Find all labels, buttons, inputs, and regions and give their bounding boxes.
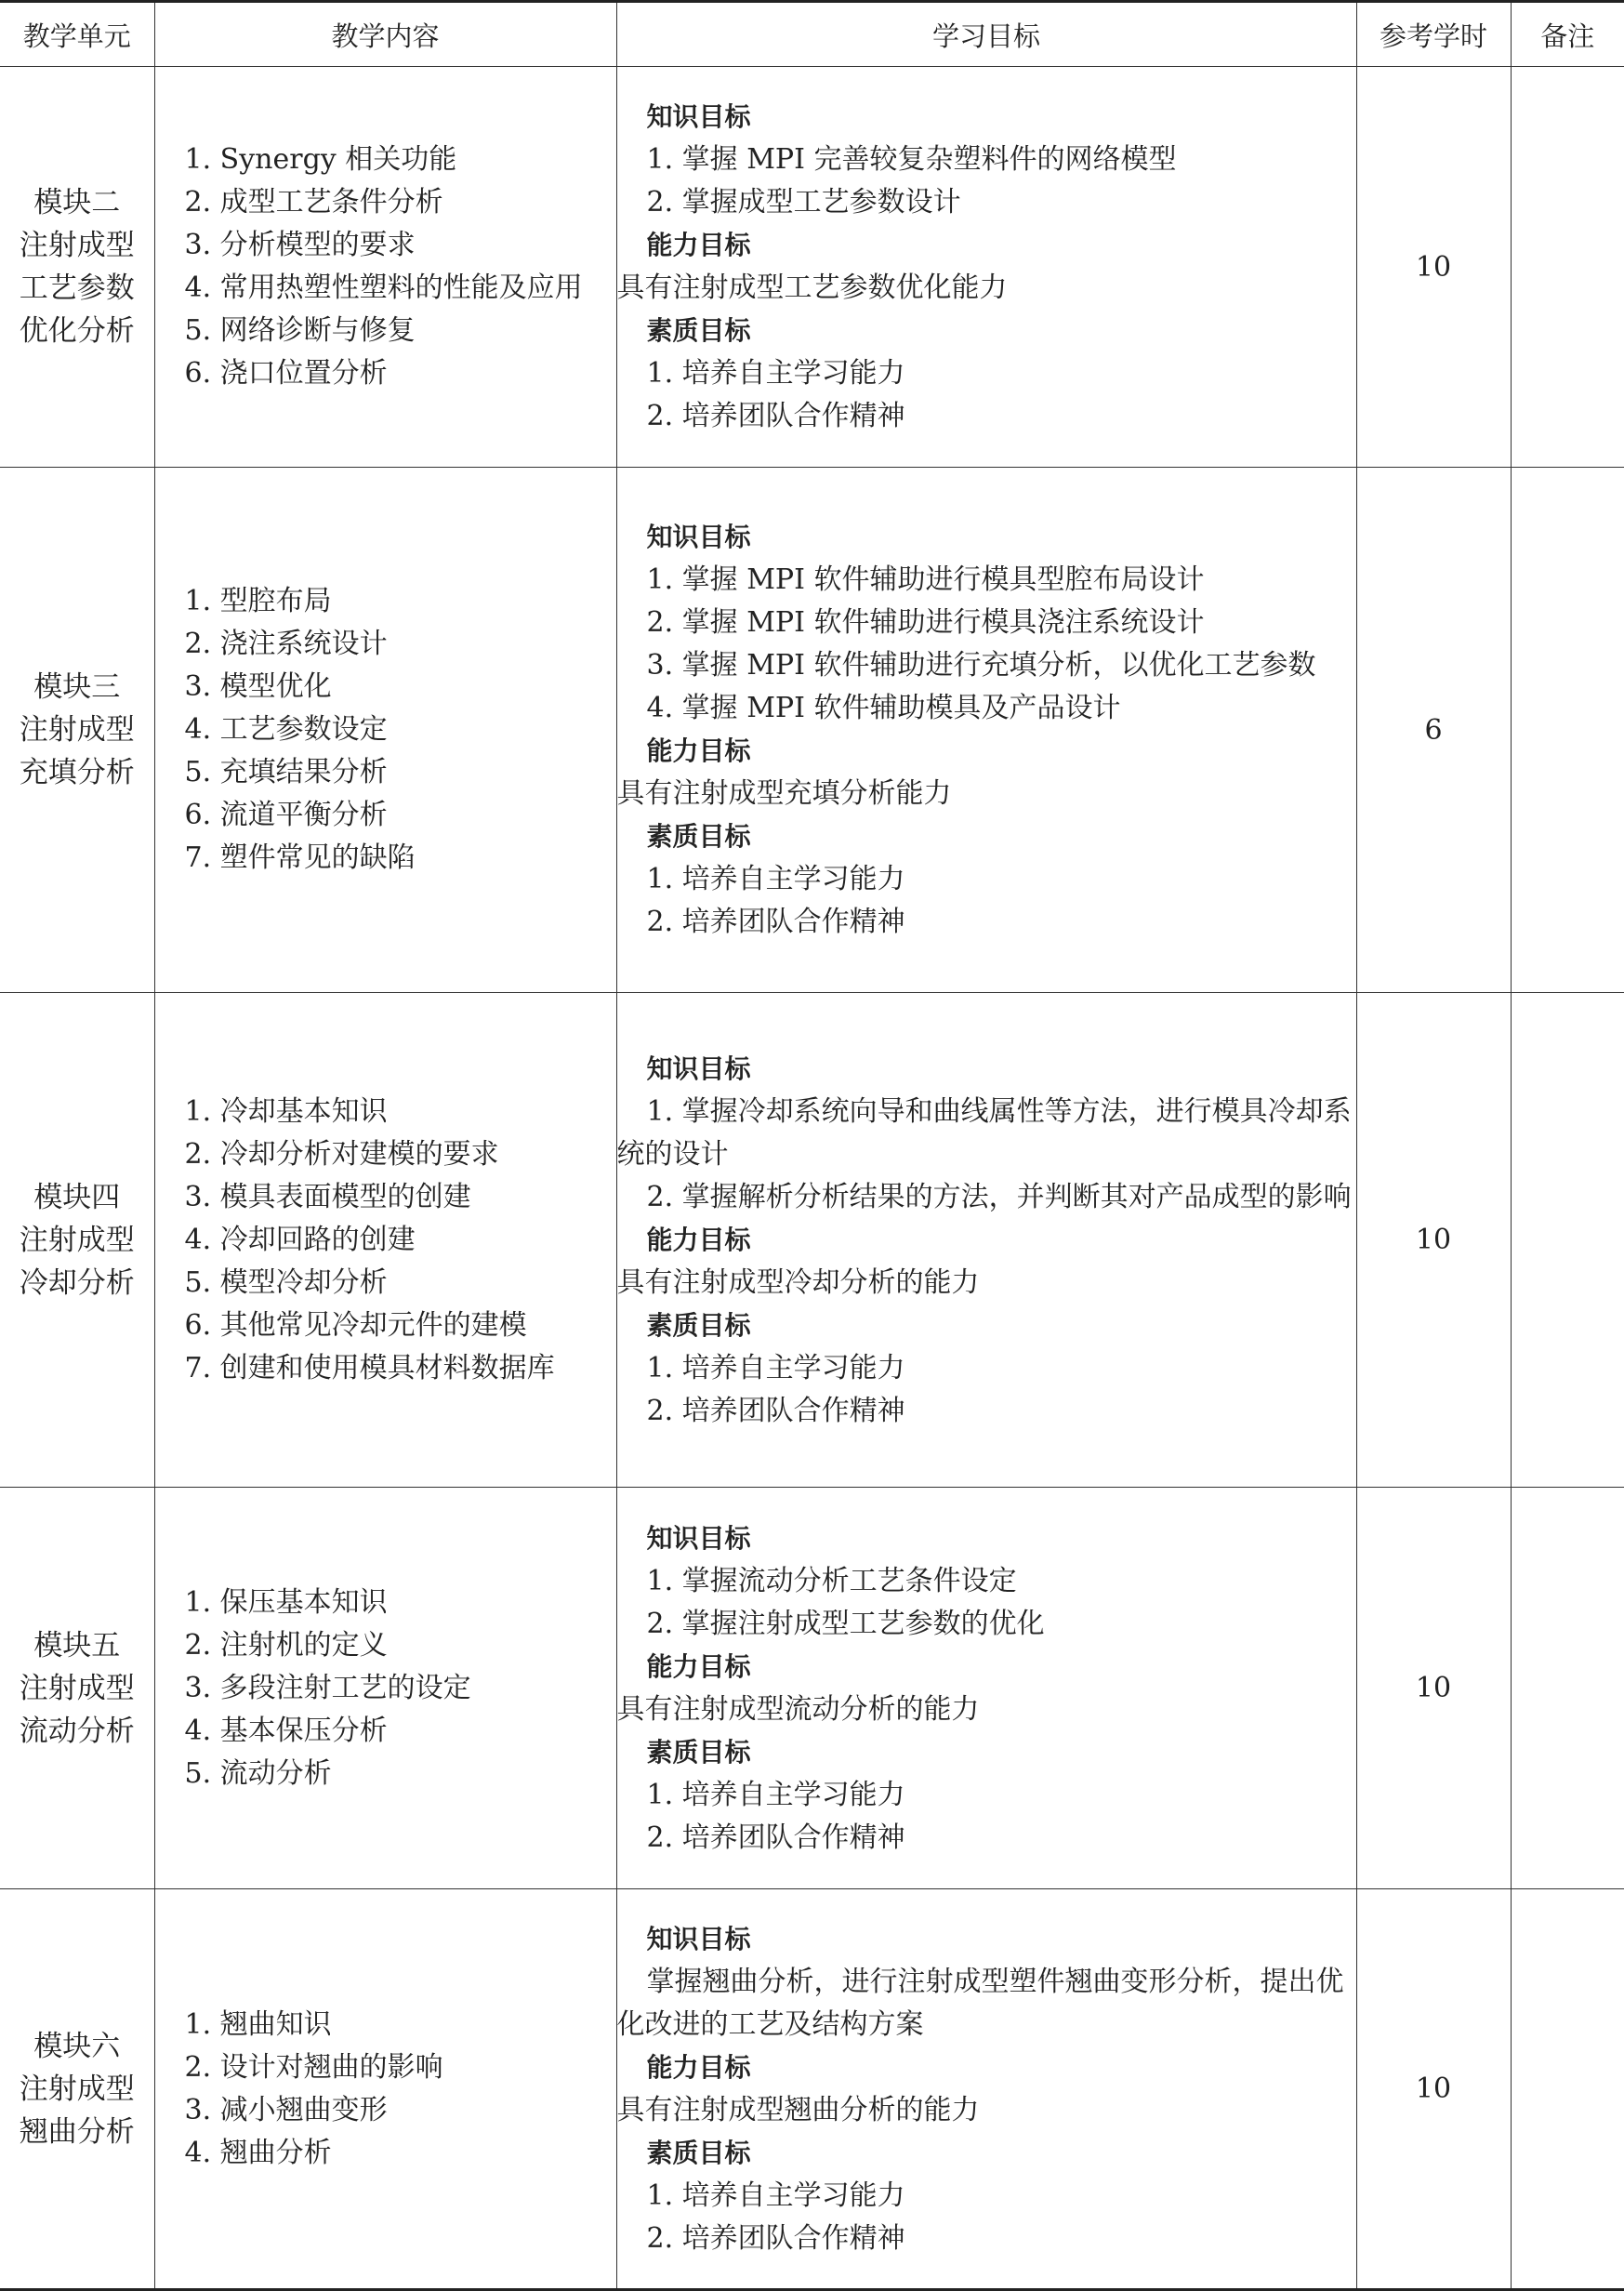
content-list [155,2004,616,2175]
knowledge-goal-title: 知识目标 [646,1522,751,1554]
content-item: 3. 减小翘曲变形 [184,2093,388,2126]
quality-goal-title: 素质目标 [646,1309,751,1341]
notes-cell [1511,993,1624,1488]
table-body [0,67,1624,2290]
unit-name-line: 注射成型 [19,713,135,747]
content-item: 5. 模型冷却分析 [184,1265,388,1299]
knowledge-goal-title: 知识目标 [646,522,751,552]
quality-goal-item: 2. 培养团队合作精神 [646,1821,905,1854]
quality-goal-item: 1. 培养自主学习能力 [646,863,905,895]
header-hours: 参考学时 [1356,2,1511,67]
knowledge-goal-item: 2. 掌握 MPI 软件辅助进行模具浇注系统设计 [646,606,1205,639]
unit-cell [0,67,154,468]
content-item: 2. 注射机的定义 [184,1628,388,1662]
content-item: 2. 设计对翘曲的影响 [184,2050,443,2084]
ability-goal-title: 能力目标 [646,1650,751,1682]
content-list [155,1091,616,1390]
knowledge-goal-item: 1. 掌握冷却系统向导和曲线属性等方法，进行模具冷却系统的设计 [616,1094,1352,1171]
header-content: 教学内容 [154,2,616,67]
ability-goal-text: 具有注射成型工艺参数优化能力 [616,271,1008,304]
header-unit: 教学单元 [0,2,154,67]
content-item: 1. 冷却基本知识 [184,1094,388,1128]
content-item: 4. 翘曲分析 [184,2136,332,2169]
unit-name-line: 注射成型 [19,1671,135,1705]
notes-cell [1511,1488,1624,1889]
content-item: 4. 常用热塑性塑料的性能及应用 [184,271,583,304]
ability-goal-text: 具有注射成型流动分析的能力 [616,1692,980,1726]
quality-goal-item: 1. 培养自主学习能力 [646,357,905,390]
header-row [0,2,1624,67]
goals-cell [616,993,1356,1488]
knowledge-goal-title: 知识目标 [646,1053,751,1084]
quality-goal-item: 2. 培养团队合作精神 [646,400,905,432]
quality-goal-title: 素质目标 [646,1736,751,1768]
ability-goal-title: 能力目标 [646,735,751,766]
ability-goal-title: 能力目标 [646,1224,751,1255]
knowledge-goal-list [617,1091,1356,1219]
unit-cell [0,468,154,993]
unit-name-line: 模块四 [33,1180,121,1214]
content-list [155,1582,616,1795]
content-list [155,580,616,880]
knowledge-goal-item: 1. 掌握 MPI 完善较复杂塑料件的网络模型 [646,143,1177,176]
quality-goal-list [617,352,1356,438]
notes-cell [1511,1889,1624,2290]
hours-cell: 10 [1356,67,1511,468]
quality-goal-item: 2. 培养团队合作精神 [646,1394,905,1427]
content-item: 6. 流道平衡分析 [184,799,388,831]
knowledge-goal-list [617,1560,1356,1646]
table-row [0,67,1624,468]
quality-goal-list [617,858,1356,944]
unit-name-line: 模块五 [33,1628,121,1662]
goals-cell [616,468,1356,993]
quality-goal-title: 素质目标 [646,821,751,852]
knowledge-goal-item: 2. 掌握注射成型工艺参数的优化 [646,1607,1045,1640]
unit-name-line: 注射成型 [19,1223,135,1257]
knowledge-goal-list [617,559,1356,730]
unit-name-line: 模块二 [33,186,121,219]
knowledge-goal-item: 4. 掌握 MPI 软件辅助模具及产品设计 [646,692,1121,724]
content-item: 3. 多段注射工艺的设定 [184,1671,471,1704]
content-list [155,139,616,395]
quality-goal-title: 素质目标 [646,315,751,346]
content-item: 3. 模型优化 [184,670,332,703]
quality-goal-list [617,1347,1356,1433]
knowledge-goal-item: 1. 掌握 MPI 软件辅助进行模具型腔布局设计 [646,563,1205,596]
header-notes: 备注 [1511,2,1624,67]
table-row [0,993,1624,1488]
content-item: 7. 创建和使用模具材料数据库 [184,1351,555,1384]
content-item: 5. 充填结果分析 [184,756,388,788]
unit-name-line: 工艺参数 [19,271,135,305]
quality-goal-item: 1. 培养自主学习能力 [646,1778,905,1811]
unit-name-line: 冷却分析 [19,1265,135,1300]
ability-goal-text: 具有注射成型翘曲分析的能力 [616,2093,980,2126]
ability-goal-text: 具有注射成型冷却分析的能力 [616,1265,980,1299]
table-row [0,468,1624,993]
unit-name-line: 模块六 [33,2029,121,2063]
ability-goal-title: 能力目标 [646,230,751,260]
unit-cell [0,1889,154,2290]
unit-name-line: 优化分析 [19,314,135,348]
content-item: 1. Synergy 相关功能 [184,143,457,176]
unit-cell [0,1488,154,1889]
hours-cell: 6 [1356,468,1511,993]
unit-name-line: 流动分析 [19,1714,135,1748]
table-row [0,1488,1624,1889]
notes-cell [1511,468,1624,993]
content-item: 7. 塑件常见的缺陷 [184,841,416,874]
knowledge-goal-item: 3. 掌握 MPI 软件辅助进行充填分析，以优化工艺参数 [646,649,1316,682]
content-item: 4. 冷却回路的创建 [184,1223,416,1256]
content-item: 4. 工艺参数设定 [184,713,388,746]
content-item: 5. 流动分析 [184,1756,332,1790]
quality-goal-item: 2. 培养团队合作精神 [646,2221,905,2255]
table-row [0,1889,1624,2290]
knowledge-goal-item: 掌握翘曲分析，进行注射成型塑件翘曲变形分析，提出优化改进的工艺及结构方案 [616,1965,1344,2041]
ability-goal-title: 能力目标 [646,2051,751,2083]
unit-name-line: 注射成型 [19,2072,135,2106]
goals-cell [616,1488,1356,1889]
content-cell [154,1488,616,1889]
notes-cell [1511,67,1624,468]
content-item: 2. 成型工艺条件分析 [184,186,443,219]
content-item: 6. 浇口位置分析 [184,357,388,390]
unit-cell [0,993,154,1488]
hours-cell: 10 [1356,993,1511,1488]
content-item: 4. 基本保压分析 [184,1714,388,1747]
content-cell [154,993,616,1488]
knowledge-goal-item: 1. 掌握流动分析工艺条件设定 [646,1564,1017,1597]
unit-name-line: 模块三 [33,670,121,704]
knowledge-goal-title: 知识目标 [646,1923,751,1954]
content-cell [154,1889,616,2290]
quality-goal-item: 1. 培养自主学习能力 [646,1351,905,1384]
content-item: 1. 保压基本知识 [184,1585,388,1619]
ability-goal-text: 具有注射成型充填分析能力 [616,777,952,810]
quality-goal-title: 素质目标 [646,2137,751,2168]
quality-goal-item: 2. 培养团队合作精神 [646,906,905,938]
content-item: 2. 冷却分析对建模的要求 [184,1137,499,1171]
content-cell [154,468,616,993]
content-item: 1. 型腔布局 [184,585,332,617]
content-item: 6. 其他常见冷却元件的建模 [184,1308,527,1342]
hours-cell: 10 [1356,1889,1511,2290]
knowledge-goal-item: 2. 掌握成型工艺参数设计 [646,186,961,219]
unit-name-line: 充填分析 [19,756,135,789]
hours-cell: 10 [1356,1488,1511,1889]
content-item: 2. 浇注系统设计 [184,628,388,660]
header-goals: 学习目标 [616,2,1356,67]
unit-name-line: 翘曲分析 [19,2114,135,2149]
content-item: 5. 网络诊断与修复 [184,314,416,347]
content-cell [154,67,616,468]
content-item: 3. 模具表面模型的创建 [184,1180,471,1213]
knowledge-goal-item: 2. 掌握解析分析结果的方法，并判断其对产品成型的影响 [646,1180,1352,1213]
knowledge-goal-list [617,1961,1356,2046]
quality-goal-list [617,2175,1356,2260]
unit-name-line: 注射成型 [19,229,135,262]
quality-goal-item: 1. 培养自主学习能力 [646,2178,905,2212]
knowledge-goal-list [617,139,1356,224]
quality-goal-list [617,1774,1356,1860]
goals-cell [616,1889,1356,2290]
content-item: 1. 翘曲知识 [184,2007,332,2041]
content-item: 3. 分析模型的要求 [184,229,416,261]
knowledge-goal-title: 知识目标 [646,101,751,132]
goals-cell [616,67,1356,468]
